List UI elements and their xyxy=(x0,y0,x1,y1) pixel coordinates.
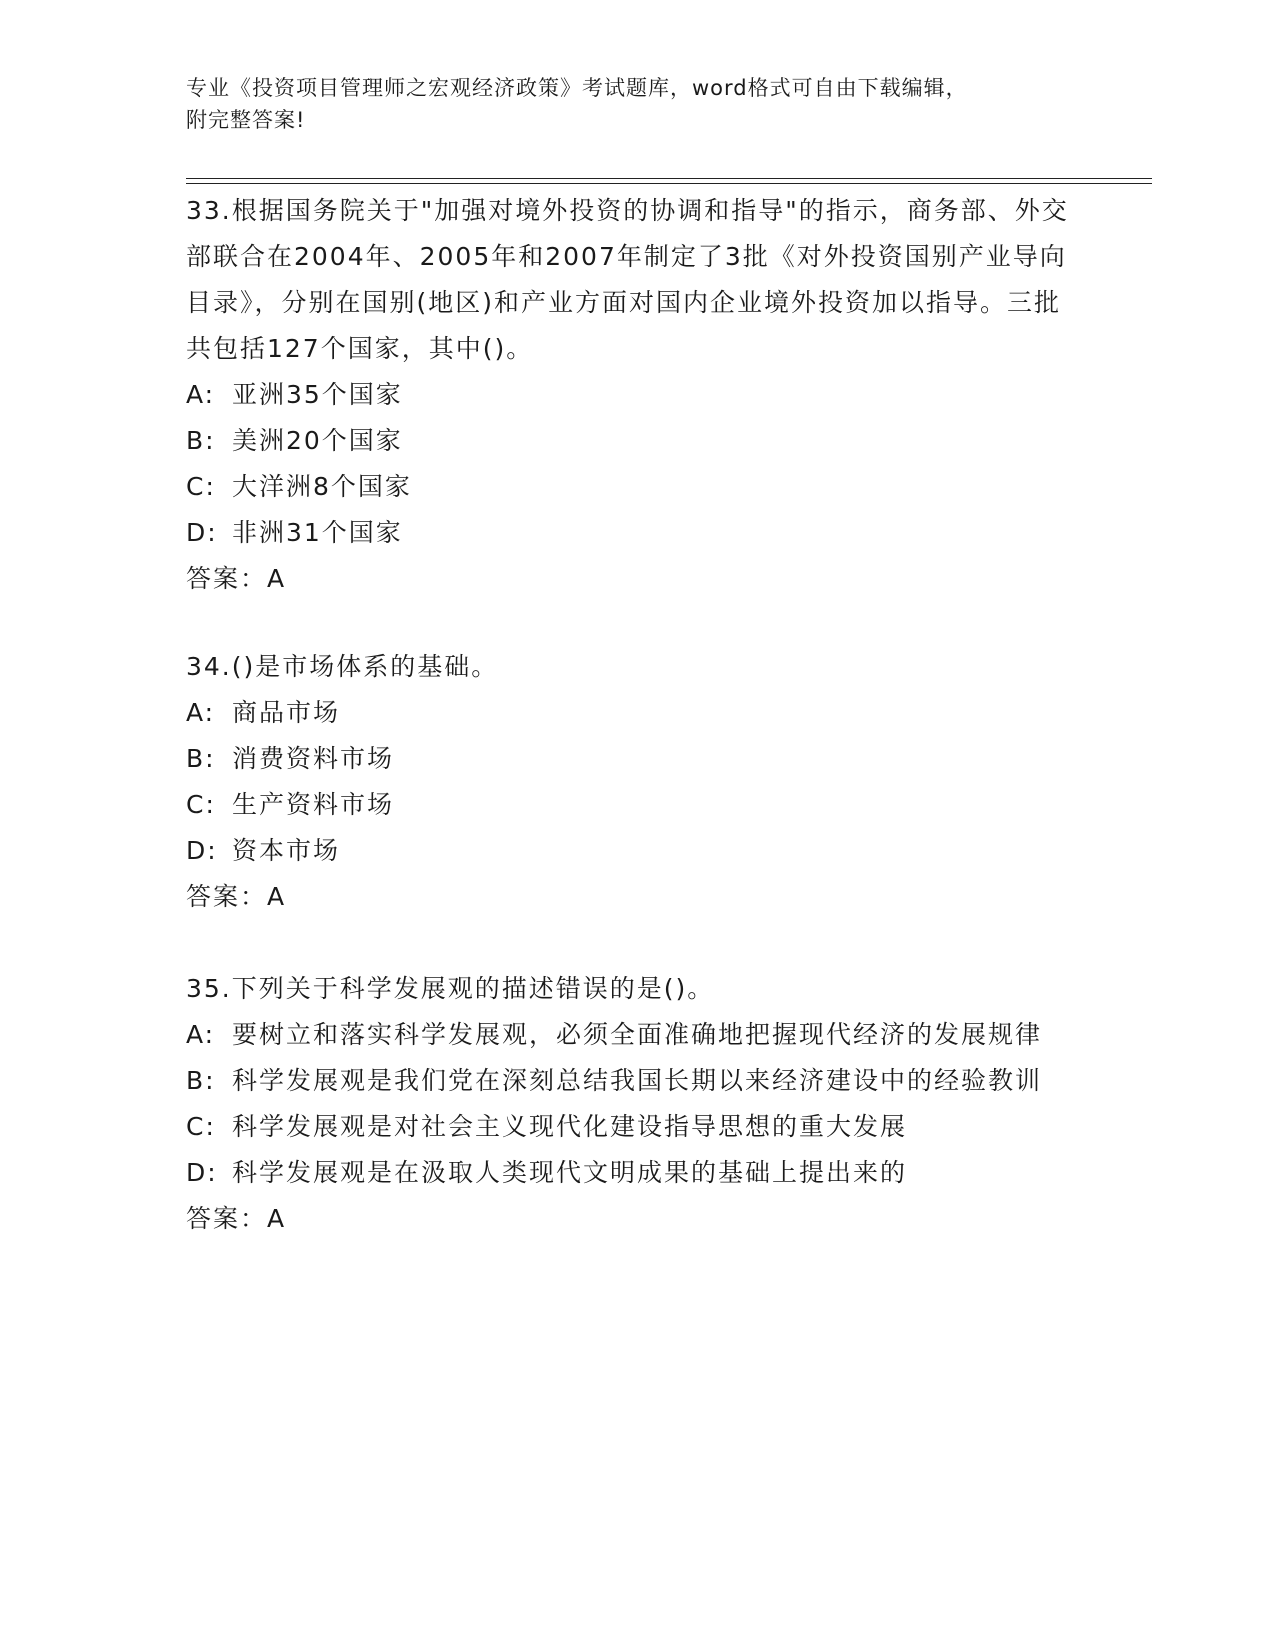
option-c xyxy=(186,1104,1086,1150)
option-c xyxy=(186,782,1086,828)
option-letter: C: xyxy=(186,1112,216,1141)
option-letter: A: xyxy=(186,380,216,409)
option-c xyxy=(186,464,1086,510)
option-letter: B: xyxy=(186,744,216,773)
option-text: 科学发展观是我们党在深刻总结我国长期以来经济建设中的经验教训 xyxy=(232,1066,1043,1095)
question-35 xyxy=(186,966,1086,1242)
option-letter: D: xyxy=(186,836,218,865)
question-stem: 33.根据国务院关于"加强对境外投资的协调和指导"的指示，商务部、外交部联合在2004年、2005年和2007年制定了3批《对外投资国别产业导向目录》，分别在国别(地区)和产业方面对国内企业境外投资加以指导。三批共包括127个国家，其中()。 xyxy=(186,196,1069,363)
option-text: 科学发展观是对社会主义现代化建设指导思想的重大发展 xyxy=(232,1112,908,1141)
option-d xyxy=(186,828,1086,874)
option-letter: A: xyxy=(186,1020,216,1049)
question-33 xyxy=(186,188,1086,602)
option-text: 非洲31个国家 xyxy=(232,518,403,547)
option-a xyxy=(186,690,1086,736)
option-letter: D: xyxy=(186,518,218,547)
document-header xyxy=(186,72,1086,136)
option-b xyxy=(186,418,1086,464)
option-b xyxy=(186,1058,1086,1104)
option-b xyxy=(186,736,1086,782)
header-line-2: 附完整答案! xyxy=(186,108,306,132)
option-text: 消费资料市场 xyxy=(232,744,395,773)
question-34 xyxy=(186,644,1086,920)
option-letter: C: xyxy=(186,472,216,501)
header-divider-bottom xyxy=(186,183,1152,184)
answer-line: 答案：A xyxy=(186,564,287,593)
option-letter: D: xyxy=(186,1158,218,1187)
option-text: 美洲20个国家 xyxy=(232,426,403,455)
option-text: 大洋洲8个国家 xyxy=(232,472,412,501)
option-letter: C: xyxy=(186,790,216,819)
option-text: 科学发展观是在汲取人类现代文明成果的基础上提出来的 xyxy=(232,1158,908,1187)
header-divider-top xyxy=(186,178,1152,179)
question-stem: 35.下列关于科学发展观的描述错误的是()。 xyxy=(186,974,715,1003)
option-text: 资本市场 xyxy=(232,836,341,865)
option-letter: A: xyxy=(186,698,216,727)
option-d xyxy=(186,1150,1086,1196)
answer-line: 答案：A xyxy=(186,1204,287,1233)
option-text: 商品市场 xyxy=(232,698,341,727)
question-stem: 34.()是市场体系的基础。 xyxy=(186,652,499,681)
option-a xyxy=(186,1012,1086,1058)
option-letter: B: xyxy=(186,426,216,455)
option-text: 亚洲35个国家 xyxy=(232,380,403,409)
option-a xyxy=(186,372,1086,418)
option-letter: B: xyxy=(186,1066,216,1095)
option-text: 生产资料市场 xyxy=(232,790,395,819)
header-line-1: 专业《投资项目管理师之宏观经济政策》考试题库，word格式可自由下载编辑， xyxy=(186,76,968,100)
answer-line: 答案：A xyxy=(186,882,287,911)
option-d xyxy=(186,510,1086,556)
option-text: 要树立和落实科学发展观，必须全面准确地把握现代经济的发展规律 xyxy=(232,1020,1043,1049)
